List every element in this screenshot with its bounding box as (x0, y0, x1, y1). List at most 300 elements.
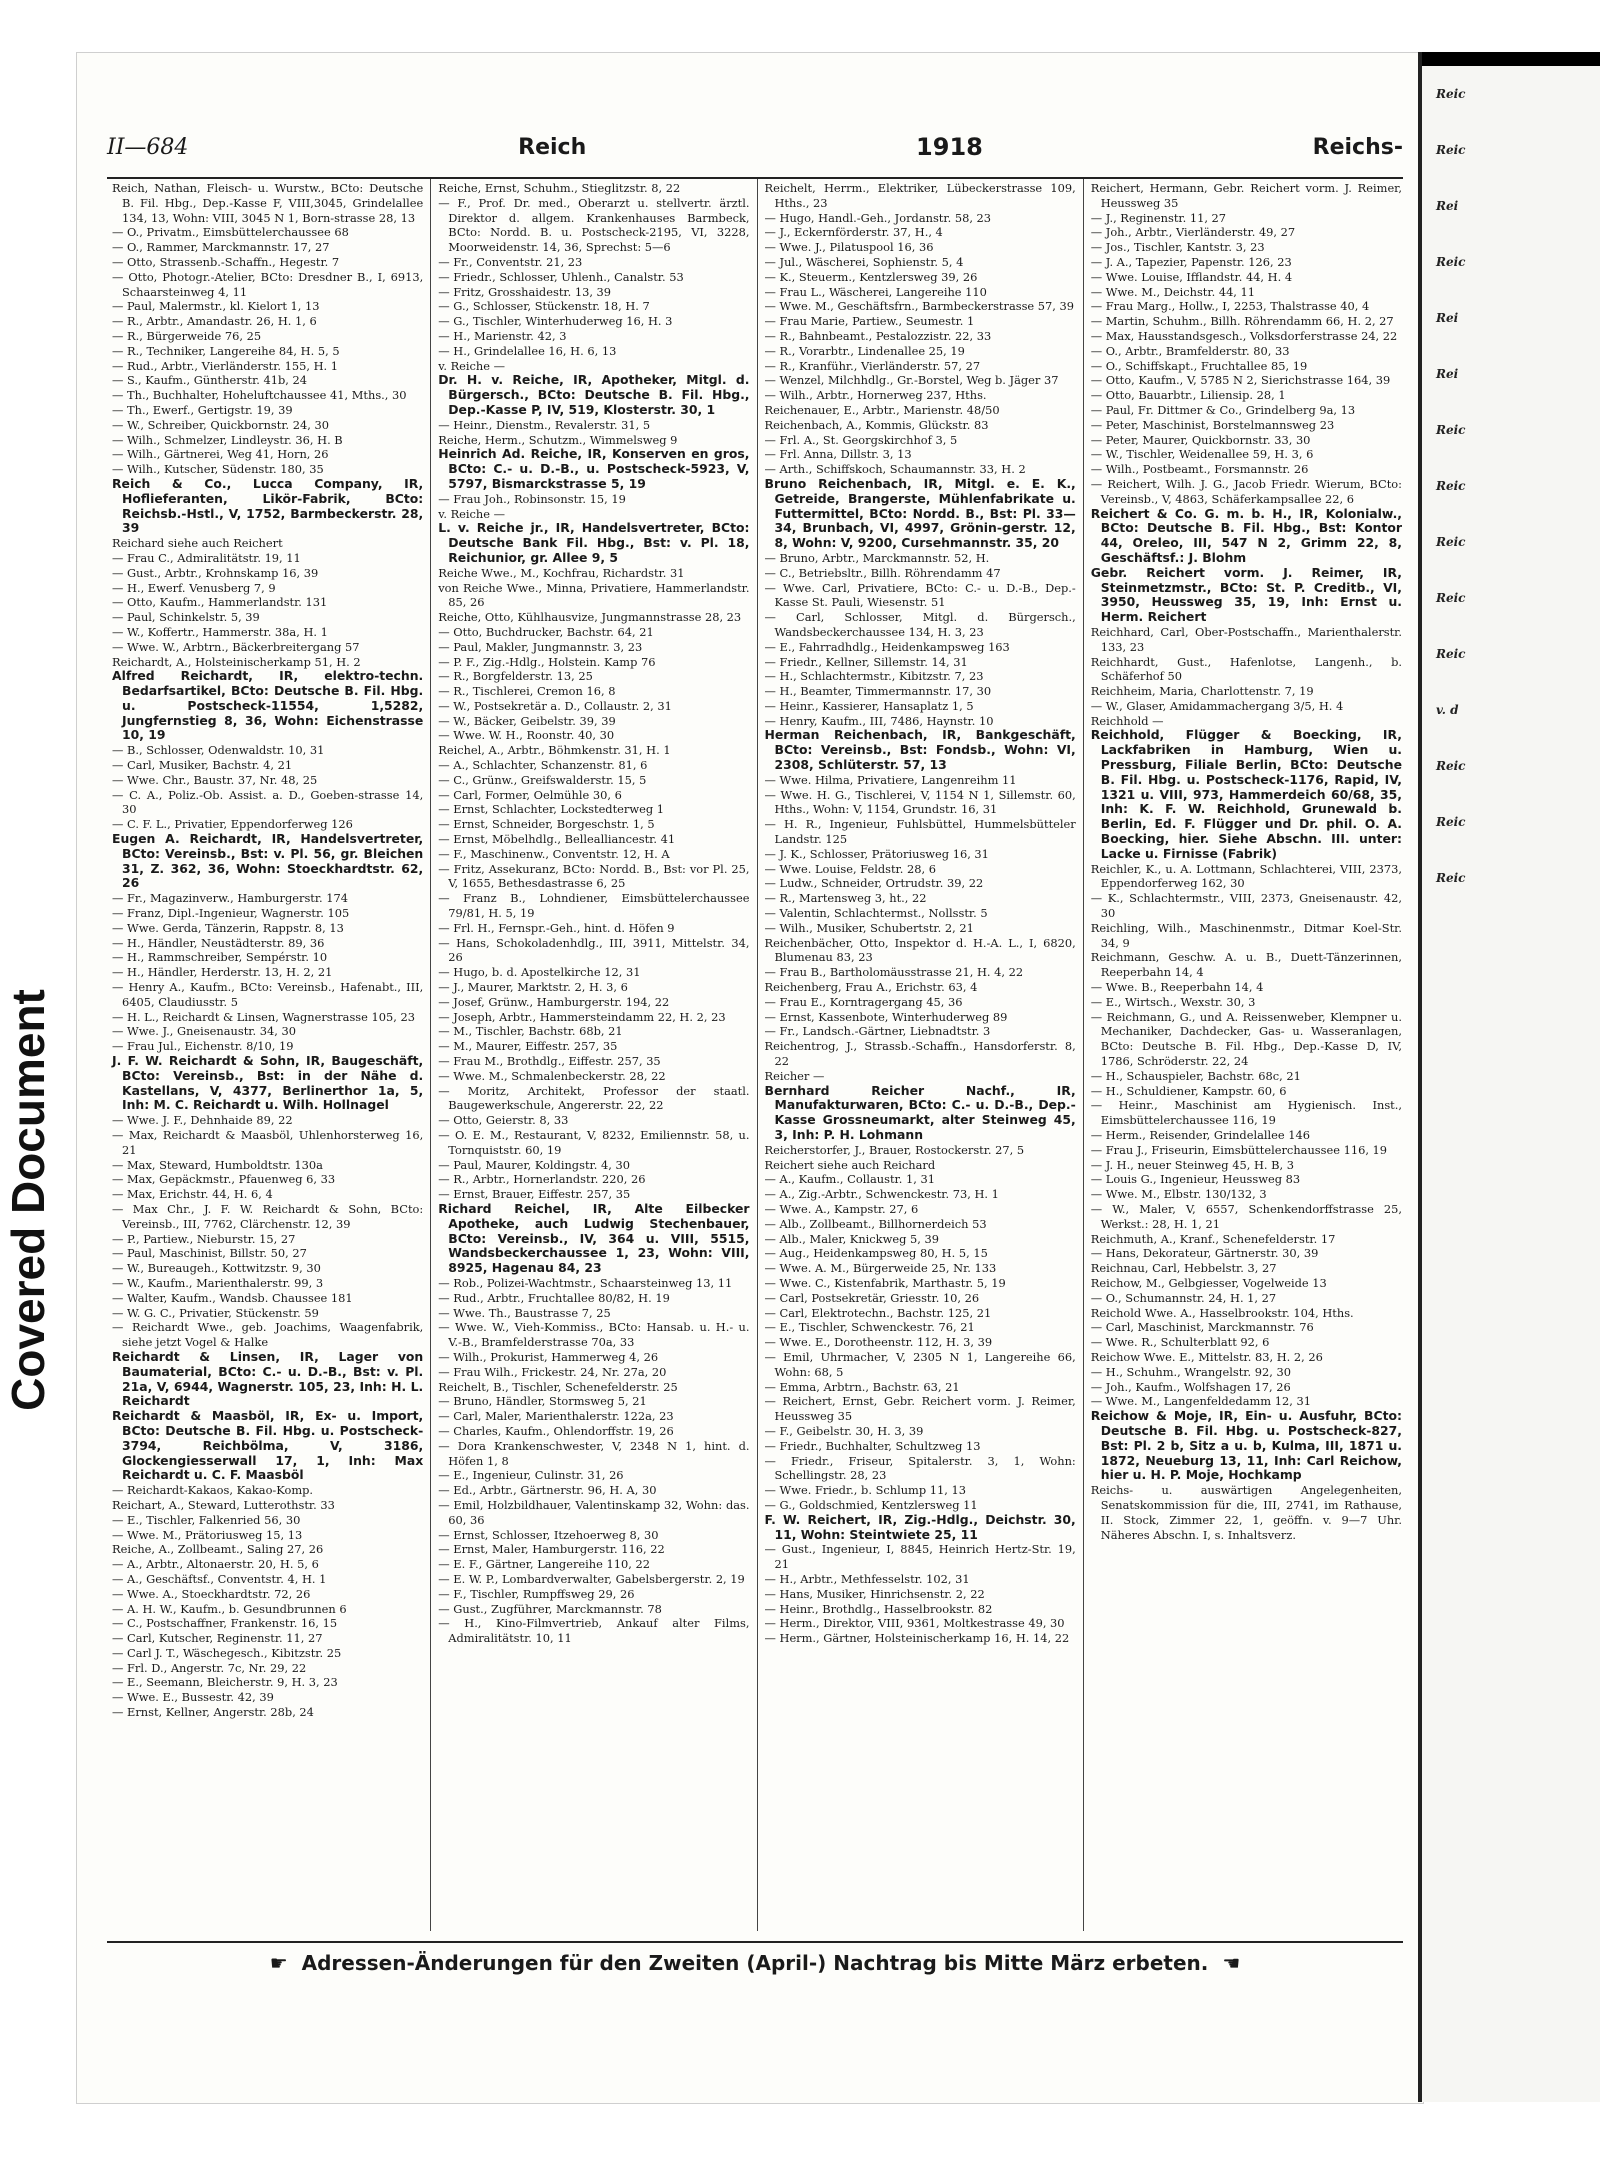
directory-entry: — Max, Erichstr. 44, H. 6, 4 (112, 1187, 273, 1202)
directory-entry: — Wwe. E., Dorotheenstr. 112, H. 3, 39 (764, 1335, 993, 1350)
directory-entry: — H. L., Reichardt & Linsen, Wagnerstrasse 105, 23 (112, 1009, 415, 1024)
directory-entry: — R., Borgfelderstr. 13, 25 (438, 669, 593, 684)
directory-entry: — M., Tischler, Bachstr. 68b, 21 (438, 1024, 623, 1039)
adjacent-entry-fragment: Reic (1436, 87, 1466, 101)
directory-entry: Alfred Reichardt, IR, elektro-techn. Bedarfsartikel, BCto: Deutsche B. Fil. Hbg. u. Postscheck-11554, 1,5282, Jungfernstieg 8, 36, Wohn: Eichenstrasse 10, 19 (112, 668, 424, 743)
directory-entry: — Wwe. B., Reeperbahn 14, 4 (1090, 980, 1264, 995)
directory-entry: — Wwe. Louise, Ifflandstr. 44, H. 4 (1090, 269, 1293, 284)
directory-entry: — Heinr., Dienstm., Revalerstr. 31, 5 (438, 417, 651, 432)
directory-entry: — Arth., Schiffskoch, Schaumannstr. 33, H. 2 (764, 462, 1026, 477)
directory-entry: — W., Tischler, Weidenallee 59, H. 3, 6 (1090, 447, 1314, 462)
directory-entry: — W., Postsekretär a. D., Collaustr. 2, 31 (438, 698, 672, 713)
directory-entry: — Herm., Reisender, Grindelallee 146 (1090, 1128, 1311, 1142)
directory-entry: — Wwe. Friedr., b. Schlump 11, 13 (764, 1483, 967, 1498)
directory-entry: — H. R., Ingenieur, Fuhlsbüttel, Hummelsbütteler Landstr. 125 (764, 817, 1076, 847)
directory-entry: — Emma, Arbtrn., Bachstr. 63, 21 (764, 1379, 960, 1394)
directory-entry: — H., Schuhm., Wrangelstr. 92, 30 (1090, 1364, 1291, 1379)
directory-entry: — Wwe. M., Schmalenbeckerstr. 28, 22 (438, 1068, 666, 1083)
directory-entry: — Franz, Dipl.-Ingenieur, Wagnerstr. 105 (112, 906, 350, 921)
directory-entry: — Jos., Tischler, Kantstr. 3, 23 (1090, 240, 1265, 255)
directory-entry: — Reichmann, G., und A. Reissenweber, Klempner u. Mechaniker, Dachdecker, Gas- u. Wasseranlagen, BCto: Deutsche B. Fil. Hbg., Dep.-Kasse D, IV, 1786, Schröderstr. 22, 24 (1090, 1009, 1402, 1069)
directory-entry: — E., Ingenieur, Culinstr. 31, 26 (438, 1468, 624, 1483)
directory-entry: — Frau B., Bartholomäusstrasse 21, H. 4, 22 (764, 965, 1024, 980)
directory-entry: — H., Händler, Herderstr. 13, H. 2, 21 (112, 965, 333, 980)
directory-entry: — Wwe. C., Kistenfabrik, Marthastr. 5, 19 (764, 1275, 1006, 1290)
directory-entry: — Ernst, Maler, Hamburgerstr. 116, 22 (438, 1542, 665, 1557)
directory-entry: J. F. W. Reichardt & Sohn, IR, Baugeschäft, BCto: Vereinsb., Bst: in der Nähe d. Kastellans, V, 4377, Berlinerthor 1a, 5, Inh: M. C. Reichardt u. Wilh. Hollnagel (112, 1053, 424, 1113)
directory-entry: — S., Kaufm., Güntherstr. 41b, 24 (112, 373, 308, 388)
directory-entry: — E., Tischler, Falkenried 56, 30 (112, 1512, 301, 1527)
directory-entry: — Emil, Holzbildhauer, Valentinskamp 32, Wohn: das. 60, 36 (438, 1497, 750, 1527)
directory-entry: — E. F., Gärtner, Langereihe 110, 22 (438, 1557, 650, 1572)
directory-entry: — E., Seemann, Bleicherstr. 9, H. 3, 23 (112, 1675, 338, 1690)
directory-entry: — Ernst, Brauer, Eiffestr. 257, 35 (438, 1187, 631, 1202)
directory-entry: — Ernst, Schlachter, Lockstedterweg 1 (438, 802, 665, 817)
directory-entry: — Wwe. W. H., Roonstr. 40, 30 (438, 728, 615, 743)
directory-entry: — Th., Buchhalter, Hoheluftchaussee 41, Mths., 30 (112, 388, 407, 403)
directory-entry: — J. K., Schlosser, Prätoriusweg 16, 31 (764, 846, 989, 861)
directory-entry: Reiche, A., Zollbeamt., Saling 27, 26 (112, 1542, 324, 1557)
directory-entry: — C. F. L., Privatier, Eppendorferweg 126 (112, 817, 353, 832)
directory-entry: — Otto, Photogr.-Atelier, BCto: Dresdner B., I, 6913, Schaarsteinweg 4, 11 (112, 269, 424, 299)
directory-entry: — Rob., Polizei-Wachtmstr., Schaarsteinweg 13, 11 (438, 1275, 733, 1290)
directory-entry: — Carl J. T., Wäschegesch., Kibitzstr. 25 (112, 1645, 342, 1660)
directory-entry: — Carl, Former, Oelmühle 30, 6 (438, 787, 622, 802)
directory-entry: — Heinr., Maschinist am Hygienisch. Inst., Eimsbüttelerchaussee 116, 19 (1090, 1098, 1402, 1128)
directory-entry: — Frau J., Friseurin, Eimsbüttelerchaussee 116, 19 (1090, 1142, 1388, 1157)
directory-entry: — G., Goldschmied, Kentzlersweg 11 (764, 1497, 978, 1512)
directory-entry: — W., Koffertr., Hammerstr. 38a, H. 1 (112, 624, 328, 639)
directory-entry: — Henry A., Kaufm., BCto: Vereinsb., Hafenabt., III, 6405, Claudiusstr. 5 (112, 980, 424, 1009)
directory-entry: — Wwe. R., Schulterblatt 92, 6 (1090, 1335, 1270, 1350)
directory-entry: — Moritz, Architekt, Professor der staatl. Baugewerkschule, Angererstr. 22, 22 (438, 1083, 750, 1113)
directory-entry: Reichenbächer, Otto, Inspektor d. H.-A. L., I, 6820, Blumenau 83, 23 (764, 935, 1076, 965)
page-edge-bar (1422, 52, 1600, 66)
directory-entry: Reichhold — (1090, 713, 1164, 728)
directory-entry: — Joseph, Arbtr., Hammersteindamm 22, H. 2, 23 (438, 1009, 726, 1024)
directory-entry: — Friedr., Buchhalter, Schultzweg 13 (764, 1438, 981, 1453)
directory-entry: Reichelt, Herrm., Elektriker, Lübeckerstrasse 109, Hths., 23 (764, 181, 1076, 210)
directory-entry: — Herm., Direktor, VIII, 9361, Moltkestrasse 49, 30 (764, 1616, 1065, 1631)
directory-entry: — Martin, Schuhm., Billh. Röhrendamm 66, H. 2, 27 (1090, 314, 1394, 329)
directory-entry: Reichel, A., Arbtr., Böhmkenstr. 31, H. 1 (438, 743, 671, 758)
directory-entry: — Wilh., Arbtr., Hornerweg 237, Hths. (764, 388, 987, 403)
directory-entry: — Frl. D., Angerstr. 7c, Nr. 29, 22 (112, 1660, 307, 1675)
directory-entry: — Carl, Elektrotechn., Bachstr. 125, 21 (764, 1305, 992, 1320)
directory-entry: — M., Maurer, Eiffestr. 257, 35 (438, 1039, 618, 1054)
directory-entry: — Ernst, Möbelhdlg., Bellealliancestr. 41 (438, 832, 676, 847)
directory-entry: — Frau E., Korntragergang 45, 36 (764, 994, 963, 1009)
directory-entry: — Wenzel, Milchhdlg., Gr.-Borstel, Weg b. Jäger 37 (764, 373, 1059, 388)
directory-entry: — Joh., Kaufm., Wolfshagen 17, 26 (1090, 1379, 1291, 1394)
directory-entry: — J., Reginenstr. 11, 27 (1090, 210, 1227, 225)
directory-entry: — A., Arbtr., Altonaerstr. 20, H. 5, 6 (112, 1557, 319, 1572)
directory-entry: — Carl, Schlosser, Mitgl. d. Bürgersch., Wandsbeckerchaussee 134, H. 3, 23 (764, 610, 1076, 639)
directory-entry: — R., Tischlerei, Cremon 16, 8 (438, 684, 616, 699)
directory-entry: — Frau Marg., Hollw., I, 2253, Thalstrasse 40, 4 (1090, 299, 1370, 314)
directory-columns (105, 179, 1409, 1931)
directory-entry: — Paul, Malermstr., kl. Kielort 1, 13 (112, 299, 320, 314)
directory-entry: Gebr. Reichert vorm. J. Reimer, IR, Steinmetzmstr., BCto: St. P. Creditb., VI, 3950, Heussweg 35, 19, Inh: Ernst u. Herm. Reichert (1090, 564, 1402, 625)
directory-entry: Reichardt & Maasböl, IR, Ex- u. Import, BCto: Deutsche B. Fil. Hbg. u. Postscheck-3794, Reichbölma, V, 3186, Glockengiesserwall 17, 1, Inh: Max Reichardt u. C. F. Maasböl (112, 1408, 424, 1483)
directory-entry: — Ed., Arbtr., Gärtnerstr. 96, H. A, 30 (438, 1483, 657, 1498)
directory-entry: — C. A., Poliz.-Ob. Assist. a. D., Goeben-strasse 14, 30 (112, 787, 424, 817)
directory-entry: — J., Eckernförderstr. 37, H., 4 (764, 225, 943, 240)
directory-entry: Reicher — (764, 1068, 825, 1083)
directory-entry: — Paul, Makler, Jungmannstr. 3, 23 (438, 639, 643, 654)
directory-entry: — K., Steuerm., Kentzlersweg 39, 26 (764, 269, 978, 284)
directory-entry: Reichheim, Maria, Charlottenstr. 7, 19 (1090, 684, 1314, 699)
directory-entry: — H., Arbtr., Methfesselstr. 102, 31 (764, 1571, 970, 1586)
adjacent-entry-fragment: Rei (1436, 199, 1459, 213)
directory-entry: — Friedr., Kellner, Sillemstr. 14, 31 (764, 654, 968, 669)
directory-entry: — O., Schiffskapt., Fruchtallee 85, 19 (1090, 358, 1308, 373)
directory-entry: — F., Geibelstr. 30, H. 3, 39 (764, 1423, 924, 1438)
directory-entry: — Fr., Magazinverw., Hamburgerstr. 174 (112, 891, 349, 906)
directory-entry: — E., Tischler, Schwenckestr. 76, 21 (764, 1320, 975, 1335)
directory-entry: — Max, Steward, Humboldtstr. 130a (112, 1157, 323, 1172)
directory-entry: Reichs- u. auswärtigen Angelegenheiten, Senatskommission für die, III, 2741, im Rathause, II. Stock, Zimmer 22, 1, geöffn. v. 9—7 Uhr. Näheres Abschn. I, s. Inhaltsverz. (1090, 1483, 1402, 1542)
directory-entry: — Paul, Schinkelstr. 5, 39 (112, 610, 260, 625)
directory-entry: — Max, Hausstandsgesch., Volksdorferstrasse 24, 22 (1090, 328, 1398, 343)
directory-entry: — Wwe. A. M., Bürgerweide 25, Nr. 133 (764, 1261, 997, 1276)
directory-entry: Bruno Reichenbach, IR, Mitgl. e. E. K., Getreide, Brangerste, Mühlenfabrikate u. Futtermittel, BCto: Nordd. B., Bst: Pl. 33—34, Brunbach, VI, 4997, Grönin-gerstr. 12, 8, Wohn: V, 9200, Cursehmannstr. 35, 20 (764, 475, 1076, 551)
directory-entry: — Otto, Kaufm., Hammerlandstr. 131 (112, 595, 328, 610)
directory-entry: — Alb., Zollbeamt., Billhornerdeich 53 (764, 1216, 987, 1231)
directory-entry: — C., Postschaffner, Frankenstr. 16, 15 (112, 1616, 338, 1631)
directory-entry: — Peter, Maschinist, Borstelmannsweg 23 (1090, 417, 1335, 432)
directory-entry: — A., Schlachter, Schanzenstr. 81, 6 (438, 758, 648, 773)
column-4 (1084, 179, 1409, 1931)
directory-entry: — Wwe. M., Prätoriusweg 15, 13 (112, 1527, 303, 1542)
directory-entry: — W., Bäcker, Geibelstr. 39, 39 (438, 713, 616, 728)
adjacent-entry-fragment: Rei (1436, 311, 1459, 325)
directory-entry: — Reichardt Wwe., geb. Joachims, Waagenfabrik, siehe jetzt Vogel & Halke (112, 1320, 424, 1350)
directory-entry: — Emil, Uhrmacher, V, 2305 N 1, Langereihe 66, Wohn: 68, 5 (764, 1349, 1076, 1379)
directory-entry: — Walter, Kaufm., Wandsb. Chaussee 181 (112, 1290, 353, 1305)
directory-entry: — H., Ewerf. Venusberg 7, 9 (112, 580, 276, 595)
directory-entry: — Paul, Maschinist, Billstr. 50, 27 (112, 1246, 307, 1261)
adjacent-entry-fragment: Reic (1436, 479, 1466, 493)
directory-entry: Reichert siehe auch Reichard (764, 1157, 936, 1172)
directory-entry: — Carl, Maschinist, Marckmannstr. 76 (1090, 1320, 1314, 1335)
directory-entry: — Reichert, Wilh. J. G., Jacob Friedr. Wierum, BCto: Vereinsb., V, 4863, Schäferkampsallee 22, 6 (1090, 476, 1402, 506)
directory-entry: — Wwe. Louise, Feldstr. 28, 6 (764, 861, 936, 876)
directory-entry: — H., Schlachtermstr., Kibitzstr. 7, 23 (764, 669, 984, 684)
directory-entry: — Fr., Landsch.-Gärtner, Liebnadtstr. 3 (764, 1024, 991, 1039)
directory-entry: — Fritz, Assekuranz, BCto: Nordd. B., Bst: vor Pl. 25, V, 1655, Bethesdastrasse 6, 25 (438, 861, 750, 891)
directory-entry: — Frau M., Brothdlg., Eiffestr. 257, 35 (438, 1054, 661, 1069)
adjacent-entry-fragment: v. d (1436, 703, 1459, 717)
page-header (107, 117, 1403, 179)
directory-entry: — Wwe. Hilma, Privatiere, Langenreihm 11 (764, 772, 1017, 787)
column-1 (105, 179, 431, 1931)
directory-entry: — Josef, Grünw., Hamburgerstr. 194, 22 (438, 994, 670, 1009)
directory-entry: — Bruno, Händler, Stormsweg 5, 21 (438, 1394, 647, 1409)
directory-entry: — Rud., Arbtr., Fruchtallee 80/82, H. 19 (438, 1290, 670, 1305)
directory-entry: Reichenauer, E., Arbtr., Marienstr. 48/50 (764, 402, 1000, 417)
directory-entry: — Max Chr., J. F. W. Reichardt & Sohn, BCto: Vereinsb., III, 7762, Clärchenstr. 12, 39 (112, 1201, 424, 1231)
directory-entry: — R., Arbtr., Amandastr. 26, H. 1, 6 (112, 314, 317, 329)
directory-entry: — Wwe. A., Kampstr. 27, 6 (764, 1201, 919, 1216)
directory-entry: — Wilh., Prokurist, Hammerweg 4, 26 (438, 1349, 659, 1364)
directory-entry: Dr. H. v. Reiche, IR, Apotheker, Mitgl. d. Bürgersch., BCto: Deutsche B. Fil. Hbg., Dep.-Kasse P, IV, 519, Klosterstr. 30, 1 (438, 372, 750, 417)
directory-entry: Reichhard, Carl, Ober-Postschaffn., Marienthalerstr. 133, 23 (1090, 624, 1402, 654)
directory-entry: — H., Beamter, Timmermannstr. 17, 30 (764, 684, 992, 699)
directory-entry: Reichmuth, A., Kranf., Schenefelderstr. 17 (1090, 1231, 1336, 1246)
directory-entry: — Otto, Geierstr. 8, 33 (438, 1113, 569, 1128)
adjacent-entry-fragment: Rei (1436, 367, 1459, 381)
directory-entry: Richard Reichel, IR, Alte Eilbecker Apotheke, auch Ludwig Stechenbauer, BCto: Vereinsb., IV, 364 u. VIII, 5515, Wandsbeckerchaussee 1, 23, Wohn: VIII, 8925, Hagenau 84, 23 (438, 1200, 750, 1276)
directory-entry: Reichard siehe auch Reichert (112, 536, 283, 551)
directory-entry: — R., Bahnbeamt., Pestalozzistr. 22, 33 (764, 328, 992, 343)
directory-entry: — Frau Joh., Robinsonstr. 15, 19 (438, 491, 626, 506)
directory-entry: — Ernst, Schneider, Borgeschstr. 1, 5 (438, 817, 655, 832)
directory-entry: — Carl, Maler, Marienthalerstr. 122a, 23 (438, 1409, 674, 1424)
directory-entry: — Jul., Wäscherei, Sophienstr. 5, 4 (764, 254, 964, 269)
directory-entry: — Ernst, Kassenbote, Winterhuderweg 89 (764, 1009, 1008, 1024)
directory-entry: — K., Schlachtermstr., VIII, 2373, Gneisenaustr. 42, 30 (1090, 891, 1402, 921)
directory-entry: — O., Privatm., Eimsbüttelerchaussee 68 (112, 225, 349, 240)
directory-entry: — Wwe. Th., Baustrasse 7, 25 (438, 1305, 611, 1320)
directory-entry: Reichelt, B., Tischler, Schenefelderstr. 25 (438, 1379, 678, 1394)
directory-entry: — O. E. M., Restaurant, V, 8232, Emiliennstr. 58, u. Tornquiststr. 60, 19 (438, 1128, 750, 1157)
adjacent-entry-fragment: Reic (1436, 759, 1466, 773)
directory-entry: — Hans, Musiker, Hinrichsenstr. 2, 22 (764, 1586, 985, 1601)
directory-entry: — Fritz, Grosshaidestr. 13, 39 (438, 284, 612, 299)
adjacent-entry-fragment: Reic (1436, 815, 1466, 829)
directory-entry: v. Reiche — (438, 358, 506, 373)
directory-entry: — Reichert, Ernst, Gebr. Reichert vorm. J. Reimer, Heussweg 35 (764, 1394, 1076, 1424)
directory-entry: Reichow, M., Gelbgiesser, Vogelweide 13 (1090, 1275, 1327, 1290)
directory-entry: — C., Grünw., Greifswalderstr. 15, 5 (438, 772, 647, 787)
directory-entry: — H., Schauspieler, Bachstr. 68c, 21 (1090, 1068, 1301, 1083)
directory-entry: — B., Schlosser, Odenwaldstr. 10, 31 (112, 743, 325, 758)
directory-entry: — R., Vorarbtr., Lindenallee 25, 19 (764, 343, 965, 358)
directory-entry: — R., Arbtr., Hornerlandstr. 220, 26 (438, 1172, 646, 1187)
directory-entry: v. Reiche — (438, 506, 506, 521)
directory-entry: — W., Kaufm., Marienthalerstr. 99, 3 (112, 1275, 324, 1290)
directory-entry: — W. G. C., Privatier, Stückenstr. 59 (112, 1305, 319, 1320)
directory-entry: — Wwe. M., Geschäftsfrn., Barmbeckerstrasse 57, 39 (764, 299, 1075, 314)
directory-entry: — Max, Gepäckmstr., Pfauenweg 6, 33 (112, 1172, 336, 1187)
directory-entry: Reichow Wwe. E., Mittelstr. 83, H. 2, 26 (1090, 1349, 1323, 1364)
directory-entry: — Herm., Gärtner, Holsteinischerkamp 16, H. 14, 22 (764, 1631, 1070, 1646)
directory-entry: — Franz B., Lohndiener, Eimsbüttelerchaussee 79/81, H. 5, 19 (438, 891, 750, 921)
directory-entry: — O., Arbtr., Bramfelderstr. 80, 33 (1090, 343, 1290, 358)
directory-entry: — W., Bureaugeh., Kottwitzstr. 9, 30 (112, 1261, 321, 1276)
directory-entry: — R., Martensweg 3, ht., 22 (764, 891, 927, 906)
directory-entry: — H., Kino-Filmvertrieb, Ankauf alter Films, Admiralitätstr. 10, 11 (438, 1616, 750, 1646)
directory-entry: — Ernst, Kellner, Angerstr. 28b, 24 (112, 1705, 314, 1720)
directory-entry: — Otto, Kaufm., V, 5785 N 2, Sierichstrasse 164, 39 (1090, 373, 1391, 388)
header-left-word: Reich (518, 134, 587, 160)
directory-entry: — H., Marienstr. 42, 3 (438, 328, 567, 343)
directory-entry: Reichhold, Flügger & Boecking, IR, Lackfabriken in Hamburg, Wien u. Pressburg, Filiale Berlin, BCto: Deutsche B. Fil. Hbg. u. Postscheck-1176, Rapid, IV, 1321 u. VIII, 973, Hammerdeich 60/68, 35, Inh: K. F. W. Reichhold, Grunewald b. Berlin, Ed. F. Flügger und Dr. phil. O. A. Boecking, hier. Siehe Abschn. III. unter: Lacke u. Firnisse (Fabrik) (1090, 727, 1402, 861)
directory-entry: — R., Techniker, Langereihe 84, H. 5, 5 (112, 343, 340, 358)
directory-entry: Reiche, Herm., Schutzm., Wimmelsweg 9 (438, 432, 678, 447)
adjacent-entry-fragment: Reic (1436, 647, 1466, 661)
directory-entry: — Aug., Heidenkampsweg 80, H. 5, 15 (764, 1246, 988, 1261)
directory-entry: — Wilh., Musiker, Schubertstr. 2, 21 (764, 920, 974, 935)
directory-entry: Reichert & Co. G. m. b. H., IR, Kolonialw., BCto: Deutsche B. Fil. Hbg., Bst: Kontor 44, Oreleo, III, 547 N 2, Grimm 22, 8, Geschäftsf.: J. Blohm (1090, 505, 1402, 565)
directory-entry: Reichow & Moje, IR, Ein- u. Ausfuhr, BCto: Deutsche B. Fil. Hbg. u. Postscheck-827, Bst: Pl. 2 b, Sitz a u. b, Kulma, III, 1871 u. 1872, Neueburg 13, 11, Inh: Carl Reichow, hier u. H. P. Moje, Hochkamp (1090, 1408, 1402, 1483)
directory-entry: — Carl, Kutscher, Reginenstr. 11, 27 (112, 1631, 323, 1646)
directory-entry: Reichmann, Geschw. A. u. B., Duett-Tänzerinnen, Reeperbahn 14, 4 (1090, 950, 1402, 980)
page-footer (107, 1941, 1403, 1983)
directory-entry: — Gust., Ingenieur, I, 8845, Heinrich Hertz-Str. 19, 21 (764, 1542, 1076, 1572)
directory-entry: — Joh., Arbtr., Vierländerstr. 49, 27 (1090, 225, 1296, 240)
directory-entry: — R., Bürgerweide 76, 25 (112, 328, 262, 343)
directory-entry: — Dora Krankenschwester, V, 2348 N 1, hint. d. Höfen 1, 8 (438, 1438, 750, 1468)
directory-entry: — F., Maschinenw., Conventstr. 12, H. A (438, 846, 670, 861)
directory-entry: Reiche, Ernst, Schuhm., Stieglitzstr. 8, 22 (438, 181, 681, 195)
directory-entry: — Wwe. W., Arbtrn., Bäckerbreitergang 57 (112, 639, 360, 654)
directory-entry: — Hans, Dekorateur, Gärtnerstr. 30, 39 (1090, 1246, 1319, 1261)
directory-entry: — Friedr., Schlosser, Uhlenh., Canalstr. 53 (438, 269, 684, 284)
directory-entry: — Fr., Conventstr. 21, 23 (438, 254, 583, 269)
directory-entry: — Rud., Arbtr., Vierländerstr. 155, H. 1 (112, 358, 339, 373)
directory-entry: — H., Händler, Neustädterstr. 89, 36 (112, 935, 325, 950)
directory-entry: — Th., Ewerf., Gertigstr. 19, 39 (112, 402, 293, 417)
directory-entry: — Wwe. J., Pilatuspool 16, 36 (764, 240, 934, 255)
directory-entry: — Bruno, Arbtr., Marckmannstr. 52, H. (764, 550, 990, 565)
adjacent-page-fragments (1422, 66, 1600, 906)
directory-entry: — Wilh., Kutscher, Südenstr. 180, 35 (112, 462, 324, 477)
directory-entry: Reichert, Hermann, Gebr. Reichert vorm. J. Reimer, Heussweg 35 (1090, 181, 1402, 210)
directory-entry: — P. F., Zig.-Hdlg., Holstein. Kamp 76 (438, 654, 656, 669)
directory-entry: — Louis G., Ingenieur, Heussweg 83 (1090, 1172, 1301, 1187)
directory-entry: — H., Schuldiener, Kampstr. 60, 6 (1090, 1083, 1287, 1098)
adjacent-entry-fragment: Reic (1436, 871, 1466, 885)
directory-entry: — Wwe. J., Gneisenaustr. 34, 30 (112, 1024, 296, 1039)
directory-entry: — Reichardt-Kakaos, Kakao-Komp. (112, 1483, 314, 1498)
directory-entry: — E., Wirtsch., Wexstr. 30, 3 (1090, 994, 1256, 1009)
directory-entry: — Valentin, Schlachtermst., Nollsstr. 5 (764, 906, 988, 921)
directory-entry: — Carl, Musiker, Bachstr. 4, 21 (112, 758, 293, 773)
directory-entry: — Henry, Kaufm., III, 7486, Haynstr. 10 (764, 713, 994, 728)
directory-entry: — A., Kaufm., Collaustr. 1, 31 (764, 1172, 935, 1187)
directory-entry: — Peter, Maurer, Quickbornstr. 33, 30 (1090, 432, 1311, 447)
directory-entry: — W., Schreiber, Quickbornstr. 24, 30 (112, 417, 330, 432)
directory-entry: — F., Prof. Dr. med., Oberarzt u. stellvertr. ärztl. Direktor d. allgem. Krankenhauses Barmbeck, BCto: Nordd. B. u. Postscheck-2195, VI, 3228, Moorweidenstr. 14, 36, Sprechst: 5—6 (438, 195, 750, 255)
directory-entry: — E. W. P., Lombardverwalter, Gabelsbergerstr. 2, 19 (438, 1571, 745, 1586)
adjacent-page-strip (1418, 52, 1600, 2102)
directory-entry: — Wwe. Gerda, Tänzerin, Rappstr. 8, 13 (112, 920, 344, 935)
directory-entry: — Ludw., Schneider, Ortrudstr. 39, 22 (764, 876, 984, 891)
footer-notice: Adressen-Änderungen für den Zweiten (April-) Nachtrag bis Mitte März erbeten. (301, 1951, 1209, 1975)
directory-entry: — Hugo, b. d. Apostelkirche 12, 31 (438, 965, 641, 980)
directory-entry: — Gust., Zugführer, Marckmannstr. 78 (438, 1601, 662, 1616)
directory-entry: Reich & Co., Lucca Company, IR, Hoflieferanten, Likör-Fabrik, BCto: Reichsb.-Hstl., V, 1752, Barmbeckerstr. 28, 39 (112, 475, 424, 536)
directory-entry: — C., Betriebsltr., Billh. Röhrendamm 47 (764, 565, 1001, 580)
directory-entry: — F., Tischler, Rumpffsweg 29, 26 (438, 1586, 635, 1601)
directory-entry: — Gust., Arbtr., Krohnskamp 16, 39 (112, 565, 319, 580)
directory-entry: Heinrich Ad. Reiche, IR, Konserven en gros, BCto: C.- u. D.-B., u. Postscheck-5923, V, 5797, Bismarckstrasse 5, 19 (438, 446, 750, 491)
directory-entry: — Friedr., Friseur, Spitalerstr. 3, 1, Wohn: Schellingstr. 28, 23 (764, 1453, 1076, 1483)
directory-entry: Reichardt & Linsen, IR, Lager von Baumaterial, BCto: C.- u. D.-B., Bst: v. Pl. 21a, V, 6944, Wagnerstr. 105, 23, Inh: H. L. Reichardt (112, 1348, 424, 1409)
directory-entry: — Wilh., Gärtnerei, Weg 41, Horn, 26 (112, 447, 329, 462)
directory-entry: Reichardt, A., Holsteinischerkamp 51, H. 2 (112, 654, 361, 669)
directory-entry: — J. A., Tapezier, Papenstr. 126, 23 (1090, 254, 1292, 269)
directory-entry: — Wwe. Carl, Privatiere, BCto: C.- u. D.-B., Dep.-Kasse St. Pauli, Wiesenstr. 51 (764, 580, 1076, 610)
directory-entry: — Frau Jul., Eichenstr. 8/10, 19 (112, 1039, 294, 1054)
adjacent-entry-fragment: Reic (1436, 423, 1466, 437)
directory-page (76, 52, 1424, 2104)
directory-entry: — J., Maurer, Marktstr. 2, H. 3, 6 (438, 980, 628, 995)
directory-entry: — Frl. H., Fernspr.-Geh., hint. d. Höfen 9 (438, 920, 675, 935)
directory-entry: — Frl. Anna, Dillstr. 3, 13 (764, 447, 912, 462)
directory-entry: — Wwe. A., Stoeckhardtstr. 72, 26 (112, 1586, 311, 1601)
pointing-hand-icon-left: ☛ (269, 1951, 288, 1975)
header-year: 1918 (916, 133, 983, 161)
directory-entry: — P., Partiew., Nieburstr. 15, 27 (112, 1231, 296, 1246)
directory-entry: — J. H., neuer Steinweg 45, H. B, 3 (1090, 1157, 1294, 1172)
directory-entry: — Frau C., Admiralitätstr. 19, 11 (112, 550, 301, 565)
directory-entry: — Otto, Strassenb.-Schaffn., Hegestr. 7 (112, 254, 340, 269)
directory-entry: Reichnau, Carl, Hebbelstr. 3, 27 (1090, 1261, 1277, 1276)
directory-entry: F. W. Reichert, IR, Zig.-Hdlg., Deichstr. 30, 11, Wohn: Steintwiete 25, 11 (764, 1511, 1076, 1542)
directory-entry: — Wwe. M., Elbstr. 130/132, 3 (1090, 1187, 1267, 1202)
directory-entry: — E., Fahrradhdlg., Heidenkampsweg 163 (764, 639, 1010, 654)
directory-entry: — O., Schumannstr. 24, H. 1, 27 (1090, 1290, 1277, 1305)
directory-entry: L. v. Reiche jr., IR, Handelsvertreter, BCto: Deutsche Bank Fil. Hbg., Bst: v. Pl. 18, Reichunior, gr. Allee 9, 5 (438, 520, 750, 565)
directory-entry: — Charles, Kaufm., Ohlendorffstr. 19, 26 (438, 1423, 674, 1438)
directory-entry: — Hans, Schokoladenhdlg., III, 3911, Mittelstr. 34, 26 (438, 935, 750, 965)
adjacent-entry-fragment: Reic (1436, 255, 1466, 269)
directory-entry: — Wwe. M., Langenfeldedamm 12, 31 (1090, 1394, 1311, 1409)
side-margin-label: Covered Document (2, 989, 54, 1411)
directory-entry: — Wwe. W., Vieh-Kommiss., BCto: Hansab. u. H.- u. V.-B., Bramfelderstrasse 70a, 33 (438, 1320, 750, 1350)
directory-entry: — Heinr., Brothdlg., Hasselbrookstr. 82 (764, 1601, 993, 1616)
directory-entry: Reichler, K., u. A. Lottmann, Schlachterei, VIII, 2373, Eppendorferweg 162, 30 (1090, 861, 1402, 891)
directory-entry: — Frau L., Wäscherei, Langereihe 110 (764, 284, 987, 299)
directory-entry: — Hugo, Handl.-Geh., Jordanstr. 58, 23 (764, 210, 992, 225)
directory-entry: — Carl, Postsekretär, Griesstr. 10, 26 (764, 1290, 980, 1305)
directory-entry: — Alb., Maler, Knickweg 5, 39 (764, 1231, 939, 1246)
directory-entry: — R., Kranführ., Vierländerstr. 57, 27 (764, 358, 981, 373)
directory-entry: — H., Grindelallee 16, H. 6, 13 (438, 343, 617, 358)
side-margin-text (0, 560, 58, 1840)
directory-entry: — Wwe. J. F., Dehnhaide 89, 22 (112, 1113, 293, 1128)
directory-entry: Reichold Wwe. A., Hasselbrookstr. 104, Hths. (1090, 1305, 1354, 1320)
directory-entry: Herman Reichenbach, IR, Bankgeschäft, BCto: Vereinsb., Bst: Fondsb., Wohn: VI, 2308, Schlüterstr. 57, 13 (764, 727, 1076, 773)
page-number: II—684 (107, 134, 189, 160)
directory-entry: Reiche Wwe., M., Kochfrau, Richardstr. 31 (438, 565, 685, 580)
directory-entry: Reichhardt, Gust., Hafenlotse, Langenh., b. Schäferhof 50 (1090, 654, 1402, 684)
adjacent-entry-fragment: Reic (1436, 535, 1466, 549)
directory-entry: — Wwe. H. G., Tischlerei, V, 1154 N 1, Sillemstr. 60, Hths., Wohn: V, 1154, Grundstr. 16, 31 (764, 787, 1076, 817)
directory-entry: — A., Geschäftsf., Conventstr. 4, H. 1 (112, 1571, 327, 1586)
directory-entry: — W., Glaser, Amidammachergang 3/5, H. 4 (1090, 698, 1344, 713)
directory-entry: — A., Zig.-Arbtr., Schwenckestr. 73, H. 1 (764, 1187, 999, 1202)
directory-entry: — O., Rammer, Marckmannstr. 17, 27 (112, 240, 330, 255)
directory-entry: — Heinr., Kassierer, Hansaplatz 1, 5 (764, 698, 974, 713)
directory-entry: — Wwe. Chr., Baustr. 37, Nr. 48, 25 (112, 772, 318, 787)
directory-entry: — W., Maler, V, 6557, Schenkendorffstrasse 25, Werkst.: 28, H. 1, 21 (1090, 1201, 1402, 1231)
directory-entry: — H., Rammschreiber, Sempérstr. 10 (112, 950, 328, 965)
directory-entry: — Wilh., Schmelzer, Lindleystr. 36, H. B (112, 432, 343, 447)
directory-entry: Reichling, Wilh., Maschinenmstr., Ditmar Koel-Str. 34, 9 (1090, 920, 1402, 950)
directory-entry: — G., Tischler, Winterhuderweg 16, H. 3 (438, 314, 673, 329)
directory-entry: — A. H. W., Kaufm., b. Gesundbrunnen 6 (112, 1601, 347, 1616)
column-3 (758, 179, 1084, 1931)
directory-entry: Bernhard Reicher Nachf., IR, Manufakturwaren, BCto: C.- u. D.-B., Dep.-Kasse Grossneumarkt, alter Steinweg 45, 3, Inh: P. H. Lohmann (764, 1082, 1076, 1142)
directory-entry: — Frau Marie, Partiew., Seumestr. 1 (764, 314, 975, 329)
directory-entry: von Reiche Wwe., Minna, Privatiere, Hammerlandstr. 85, 26 (438, 580, 750, 610)
directory-entry: — Otto, Buchdrucker, Bachstr. 64, 21 (438, 624, 654, 639)
pointing-hand-icon-right: ☚ (1222, 1951, 1241, 1975)
